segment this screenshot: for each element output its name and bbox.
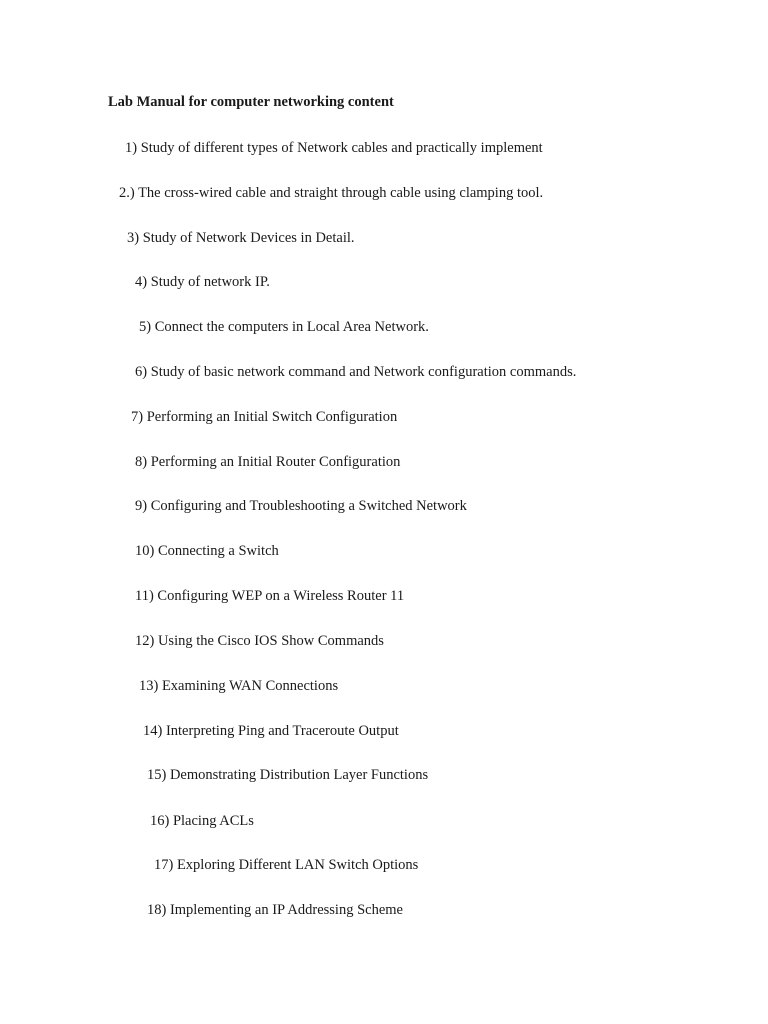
list-item: 8) Performing an Initial Router Configuration — [135, 454, 401, 470]
list-item: 1) Study of different types of Network cables and practically implement — [125, 140, 543, 156]
list-item: 15) Demonstrating Distribution Layer Functions — [147, 767, 429, 783]
list-item: 6) Study of basic network command and Network configuration commands. — [135, 364, 577, 380]
list-item: 7) Performing an Initial Switch Configuration — [131, 409, 398, 425]
list-item: 12) Using the Cisco IOS Show Commands — [135, 633, 384, 649]
list-item: 14) Interpreting Ping and Traceroute Output — [143, 723, 399, 739]
page-title: Lab Manual for computer networking content — [108, 94, 394, 110]
list-item: 2.) The cross-wired cable and straight through cable using clamping tool. — [119, 185, 544, 201]
list-item: 18) Implementing an IP Addressing Scheme — [147, 902, 403, 918]
list-item: 10) Connecting a Switch — [135, 543, 279, 559]
list-item: 16) Placing ACLs — [150, 813, 254, 829]
list-item: 9) Configuring and Troubleshooting a Switched Network — [135, 498, 467, 514]
list-item: 3) Study of Network Devices in Detail. — [127, 230, 355, 246]
list-item: 5) Connect the computers in Local Area Network. — [139, 319, 429, 335]
list-item: 4) Study of network IP. — [135, 274, 270, 290]
list-item: 17) Exploring Different LAN Switch Options — [154, 857, 419, 873]
list-item: 13) Examining WAN Connections — [139, 678, 339, 694]
list-item: 11) Configuring WEP on a Wireless Router 11 — [135, 588, 405, 604]
